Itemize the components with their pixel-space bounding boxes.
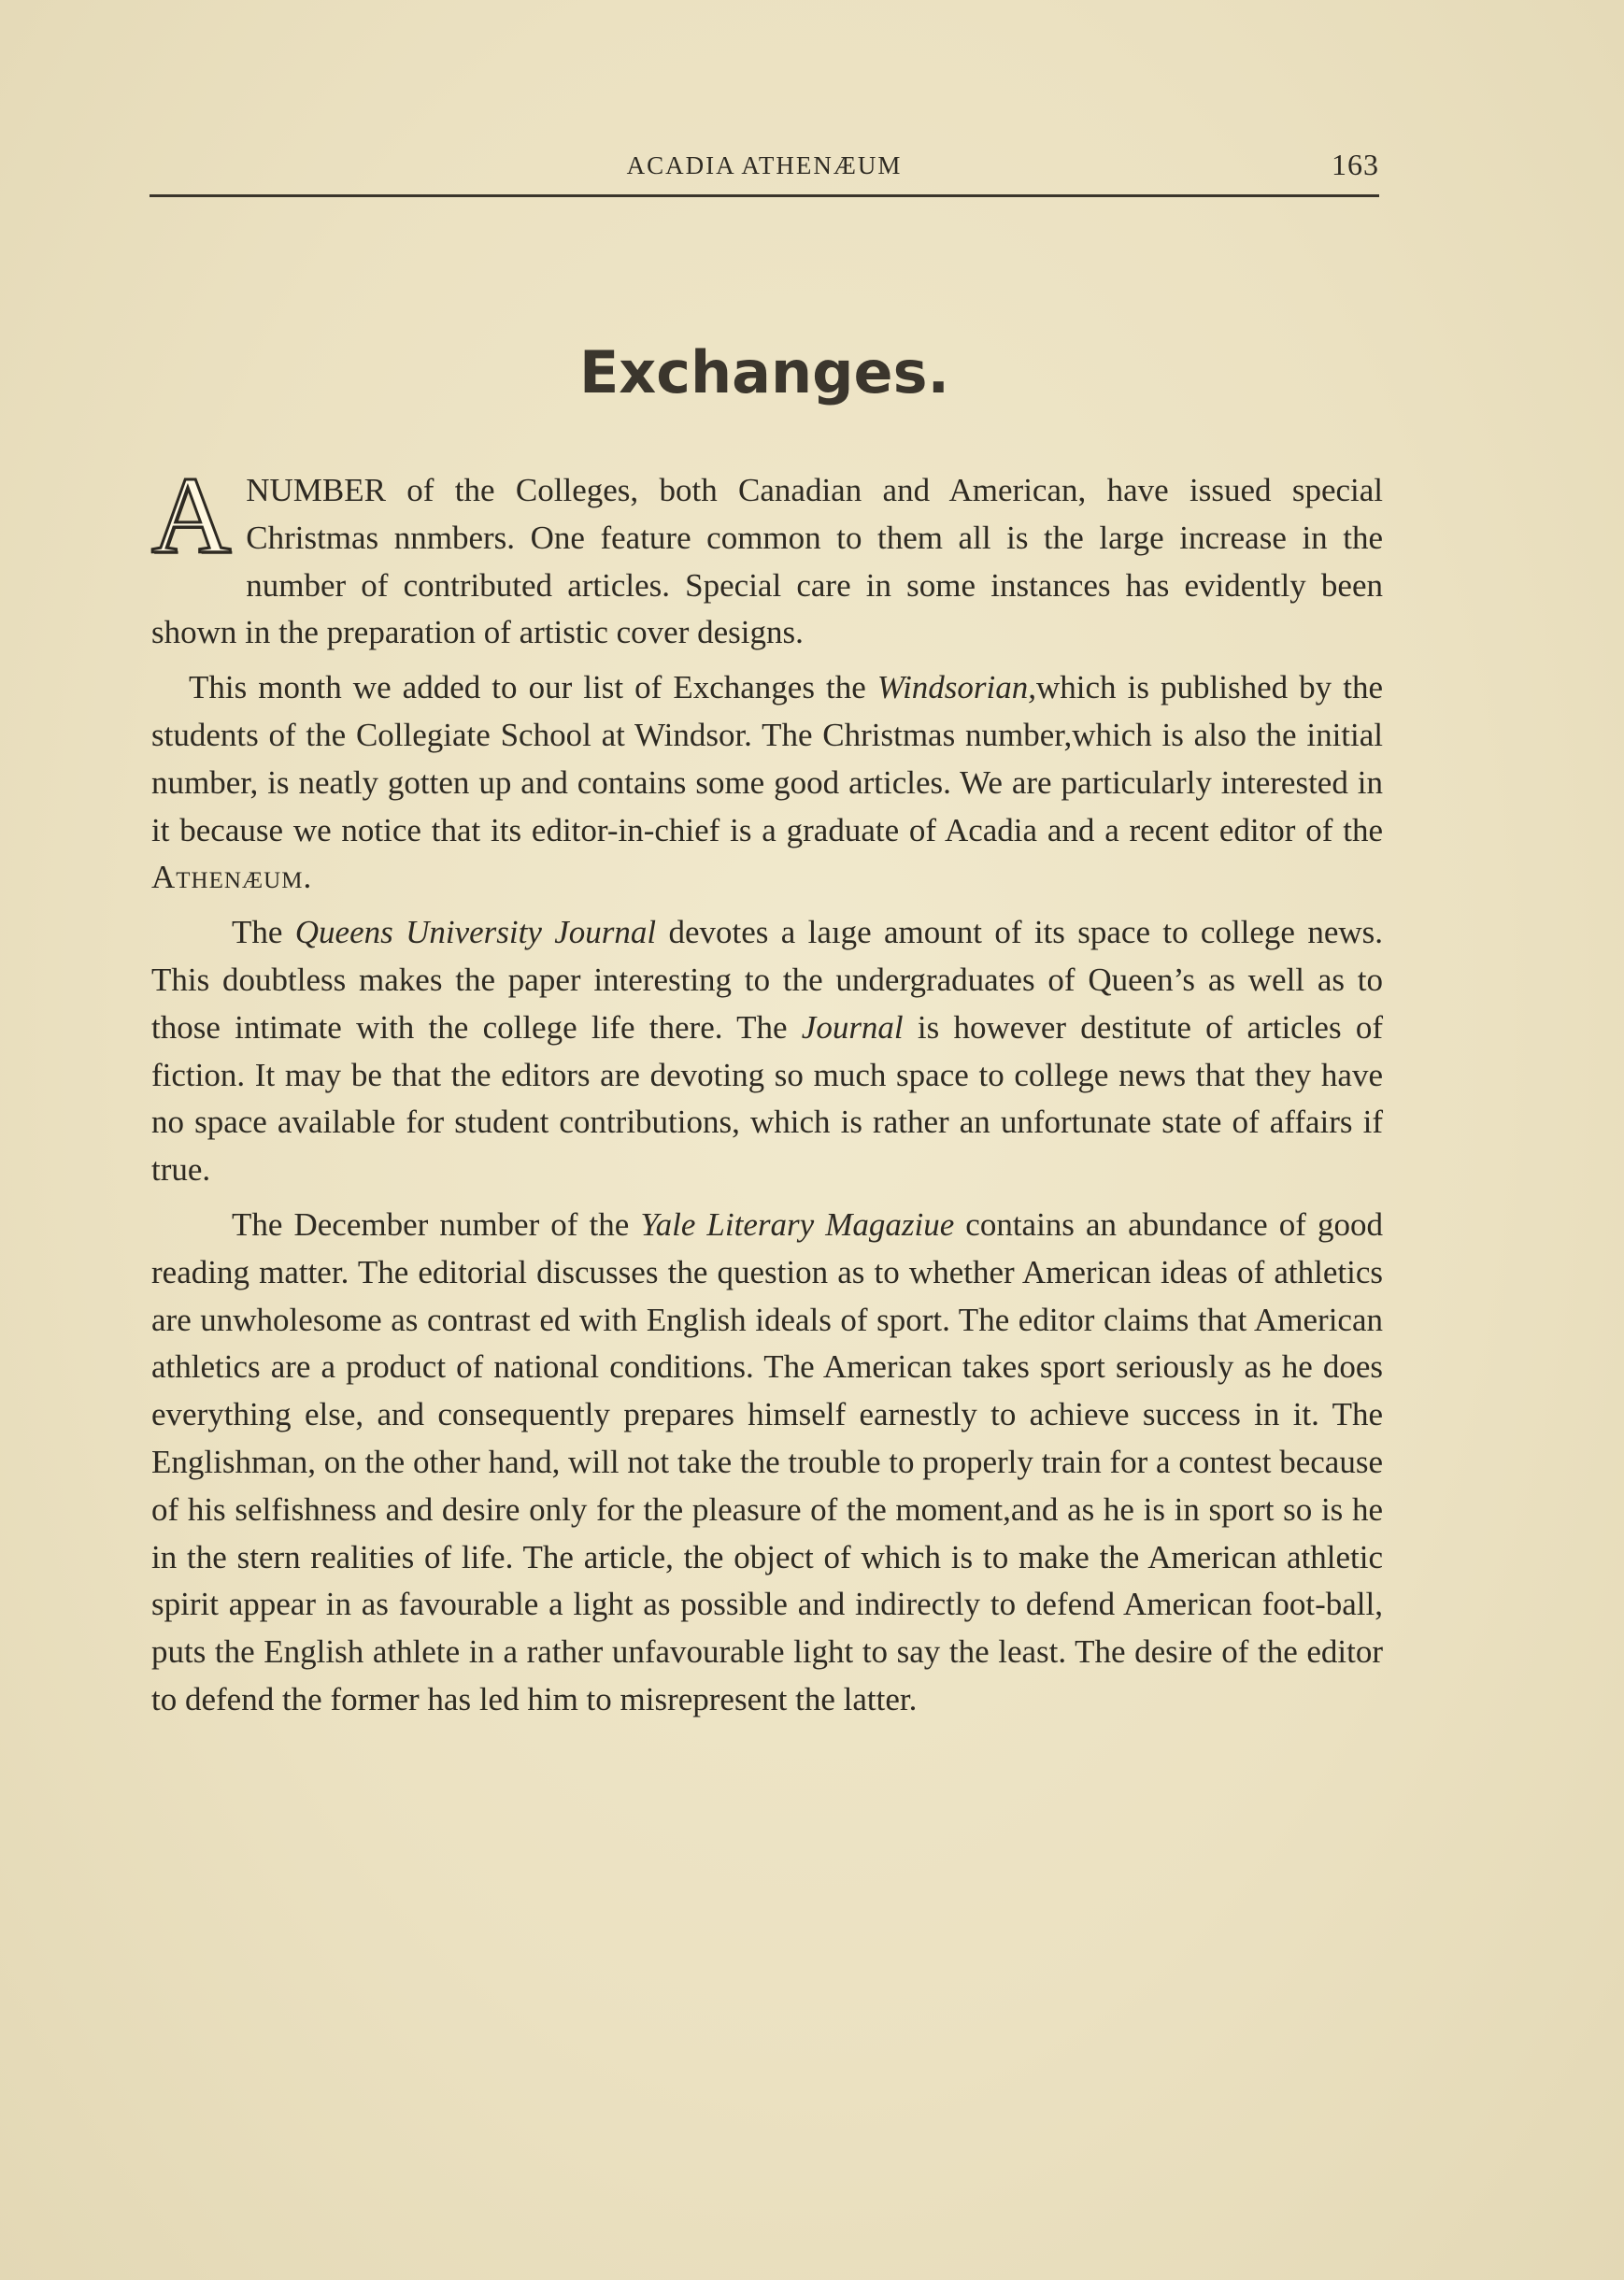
paragraph-2-text-b: which is published by the students of the Collegiate School at Windsor. The Christmas number,which is also the initial number, is neatly gotten up and contains some good articles. We are particularly interested in it because we notice that its editor-in-chief is a graduate of Acadia and a recent editor of the bbox=[151, 669, 1383, 848]
paragraph-2-text-a: This month we added to our list of Exchanges the bbox=[189, 669, 877, 706]
lead-word: NUMBER bbox=[246, 472, 386, 508]
athenaeum-smallcaps: Athenæum bbox=[151, 859, 304, 896]
paragraph-4-text-a: The December number of the bbox=[232, 1205, 641, 1243]
paragraph-3-text-a: The bbox=[232, 914, 295, 951]
drop-cap: A bbox=[151, 454, 232, 577]
paragraph-2 bbox=[151, 664, 1383, 902]
paragraph-3-text-c: is however destitute of articles of fiction. It may be that the editors are devoting so much space to college news that they have no space available for student contributions, which is rather an unfortunate state of affairs if true. bbox=[151, 1008, 1383, 1189]
journal-title-italic: Journal bbox=[801, 1008, 904, 1046]
windsorian-title: Windsorian, bbox=[876, 669, 1037, 706]
queens-journal-title: Queens University Journal bbox=[294, 914, 657, 951]
paragraph-4 bbox=[151, 1202, 1383, 1724]
paragraph-1 bbox=[151, 454, 1383, 657]
paragraph-4-text-b: contains an abundance of good reading matter. The editorial discusses the question as to whether American ideas of athletics are unwholesome as contrast ed with English ideals of sport. The editor claims that American athletics are a product of national conditions. The American takes sport seriously as he does everything else, and consequently prepares himself earnestly to achieve success in it. The Englishman, on the other hand, will not take the trouble to properly train for a contest because of his selfishness and desire only for the pleasure of the moment,and as he is in sport so is he in the stern realities of life. The article, the object of which is to make the American athletic spirit appear in as favourable a light as possible and indirectly to defend American foot-ball, puts the English athlete in a rather unfavourable light to say the least. The desire of the editor to defend the former has led him to misrepresent the latter. bbox=[151, 1205, 1383, 1717]
article-body bbox=[151, 454, 1384, 1731]
paragraph-2-text-c: . bbox=[303, 859, 312, 896]
section-title: Exchanges. bbox=[578, 338, 950, 406]
page-number: 163 bbox=[1332, 148, 1379, 181]
paragraph-1-text: of the Colleges, both Canadian and American, have issued special Christmas nnmbers. One feature common to them all is the large increase in the number of contributed articles. Special care in some instances has evidently been shown in the preparation of artistic cover designs. bbox=[151, 472, 1383, 651]
paragraph-3 bbox=[151, 909, 1383, 1194]
journal-title: ACADIA ATHENÆUM bbox=[626, 151, 903, 179]
paragraph-3-text-b: devotes a laıge amount of its space to college news. This doubtless makes the paper interesting to the undergraduates of Queen’s as well as to those intimate with the college life there. The bbox=[151, 914, 1384, 1046]
yale-magazine-title: Yale Literary Magaziue bbox=[640, 1205, 955, 1243]
running-head bbox=[150, 148, 1379, 185]
header-rule bbox=[150, 194, 1379, 197]
